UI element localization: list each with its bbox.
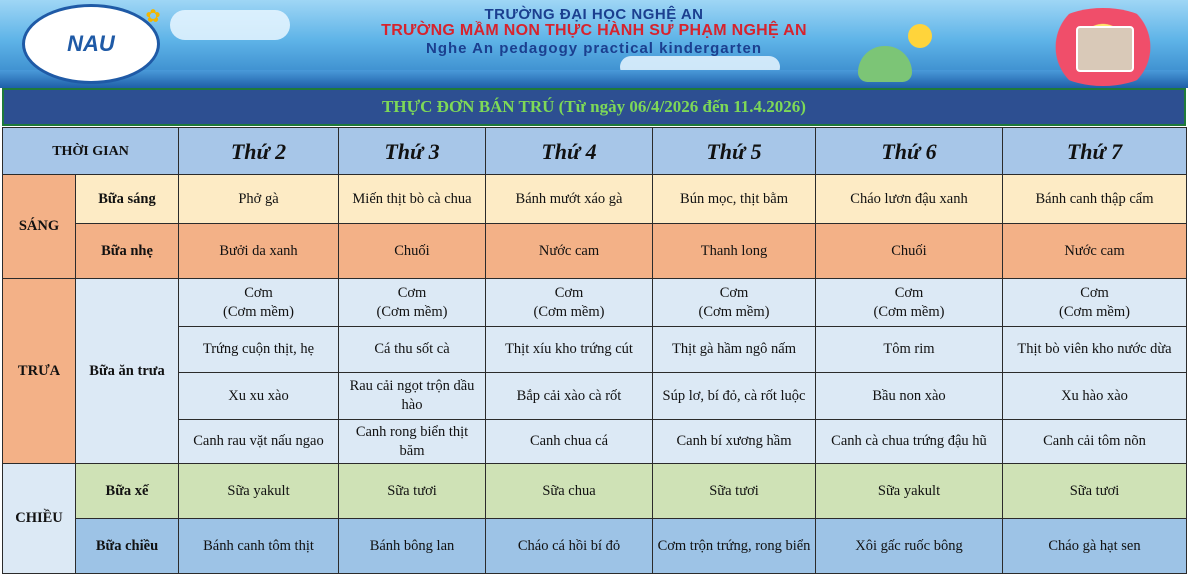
lunch-vegetable-cell: Bầu non xào bbox=[816, 373, 1003, 420]
breakfast-cell: Cháo lươn đậu xanh bbox=[816, 175, 1003, 224]
lunch-soup-row bbox=[3, 420, 1187, 464]
lunch-main-cell: Thịt bò viên kho nước dừa bbox=[1003, 327, 1187, 373]
lunch-soup-cell: Canh cà chua trứng đậu hũ bbox=[816, 420, 1003, 464]
afternoon-meal-cell: Cháo gà hạt sen bbox=[1003, 519, 1187, 574]
morning-snack-row bbox=[3, 224, 1187, 279]
rice-text: Cơm bbox=[244, 284, 273, 301]
lunch-rice-cell bbox=[1003, 279, 1187, 327]
meal-label-afternoon-meal: Bữa chiều bbox=[76, 519, 179, 574]
flower-photo-frame bbox=[1038, 8, 1168, 86]
lunch-rice-cell bbox=[653, 279, 816, 327]
section-noon: TRƯA bbox=[3, 279, 76, 464]
rice-text: Cơm bbox=[1080, 284, 1109, 301]
section-afternoon: CHIỀU bbox=[3, 464, 76, 574]
breakfast-cell: Miến thịt bò cà chua bbox=[339, 175, 486, 224]
afternoon-meal-cell: Bánh bông lan bbox=[339, 519, 486, 574]
children-photo bbox=[1076, 26, 1134, 72]
rice-text: Cơm bbox=[397, 284, 427, 301]
afternoon-snack-cell: Sữa tươi bbox=[653, 464, 816, 519]
lunch-soup-cell: Canh rau vặt nấu ngao bbox=[179, 420, 339, 464]
lunch-rice-cell bbox=[179, 279, 339, 327]
banner-english-name: Nghe An pedagogy practical kindergarten bbox=[425, 40, 762, 57]
meal-label-morning-snack: Bữa nhẹ bbox=[76, 224, 179, 279]
meal-label-breakfast: Bữa sáng bbox=[76, 175, 179, 224]
soft-rice-text: (Cơm mềm) bbox=[698, 303, 770, 320]
afternoon-snack-row bbox=[3, 464, 1187, 519]
menu-title: THỰC ĐƠN BÁN TRÚ (Từ ngày 06/4/2026 đến 11.4.2026) bbox=[382, 97, 806, 116]
afternoon-snack-cell: Sữa tươi bbox=[1003, 464, 1187, 519]
soft-rice-text: (Cơm mềm) bbox=[223, 303, 294, 320]
meal-label-afternoon-snack: Bữa xế bbox=[76, 464, 179, 519]
lunch-main-cell: Thịt xíu kho trứng cút bbox=[486, 327, 653, 373]
rice-text: Cơm bbox=[894, 284, 924, 301]
menu-title-bar bbox=[2, 88, 1186, 126]
day-header-fri: Thứ 6 bbox=[816, 128, 1003, 175]
soft-rice-text: (Cơm mềm) bbox=[873, 303, 945, 320]
morning-snack-cell: Nước cam bbox=[486, 224, 653, 279]
day-header-wed: Thứ 4 bbox=[486, 128, 653, 175]
lunch-soup-cell: Canh cải tôm nõn bbox=[1003, 420, 1187, 464]
morning-snack-cell: Bưởi da xanh bbox=[179, 224, 339, 279]
time-header: THỜI GIAN bbox=[3, 128, 179, 175]
bee-icon: ✿ bbox=[145, 5, 161, 27]
lunch-vegetable-cell: Xu xu xào bbox=[179, 373, 339, 420]
afternoon-meal-cell: Xôi gấc ruốc bông bbox=[816, 519, 1003, 574]
lunch-main-cell: Cá thu sốt cà bbox=[339, 327, 486, 373]
breakfast-cell: Bún mọc, thịt bằm bbox=[653, 175, 816, 224]
lunch-main-cell: Trứng cuộn thịt, hẹ bbox=[179, 327, 339, 373]
grass-decoration bbox=[0, 70, 1188, 88]
lunch-vegetable-cell: Xu hào xào bbox=[1003, 373, 1187, 420]
day-header-sat: Thứ 7 bbox=[1003, 128, 1187, 175]
lunch-soup-cell: Canh chua cá bbox=[486, 420, 653, 464]
morning-snack-cell: Chuối bbox=[339, 224, 486, 279]
afternoon-snack-cell: Sữa yakult bbox=[816, 464, 1003, 519]
lunch-vegetable-row bbox=[3, 373, 1187, 420]
weekly-menu-table bbox=[2, 127, 1187, 574]
breakfast-row bbox=[3, 175, 1187, 224]
rice-text: Cơm bbox=[554, 284, 584, 301]
lunch-main-cell: Thịt gà hầm ngô nấm bbox=[653, 327, 816, 373]
banner-school-name: TRƯỜNG MẦM NON THỰC HÀNH SƯ PHẠM NGHỆ AN bbox=[381, 22, 807, 39]
logo-text: NAU bbox=[67, 31, 115, 56]
afternoon-meal-row bbox=[3, 519, 1187, 574]
afternoon-meal-cell: Cháo cá hồi bí đỏ bbox=[486, 519, 653, 574]
lunch-vegetable-cell: Súp lơ, bí đỏ, cà rốt luộc bbox=[653, 373, 816, 420]
day-header-tue: Thứ 3 bbox=[339, 128, 486, 175]
school-banner bbox=[0, 0, 1188, 88]
breakfast-cell: Phở gà bbox=[179, 175, 339, 224]
lunch-rice-cell bbox=[339, 279, 486, 327]
afternoon-snack-cell: Sữa tươi bbox=[339, 464, 486, 519]
morning-snack-cell: Nước cam bbox=[1003, 224, 1187, 279]
header-row bbox=[3, 128, 1187, 175]
day-header-thu: Thứ 5 bbox=[653, 128, 816, 175]
soft-rice-text: (Cơm mềm) bbox=[533, 303, 605, 320]
morning-snack-cell: Thanh long bbox=[653, 224, 816, 279]
lunch-main-row bbox=[3, 327, 1187, 373]
afternoon-meal-cell: Bánh canh tôm thịt bbox=[179, 519, 339, 574]
breakfast-cell: Bánh mướt xáo gà bbox=[486, 175, 653, 224]
meal-label-lunch: Bữa ăn trưa bbox=[76, 279, 179, 464]
lunch-main-cell: Tôm rim bbox=[816, 327, 1003, 373]
banner-university-name: TRƯỜNG ĐẠI HỌC NGHỆ AN bbox=[484, 6, 704, 23]
lunch-soup-cell: Canh bí xương hầm bbox=[653, 420, 816, 464]
afternoon-meal-cell: Cơm trộn trứng, rong biển bbox=[653, 519, 816, 574]
day-header-mon: Thứ 2 bbox=[179, 128, 339, 175]
morning-snack-cell: Chuối bbox=[816, 224, 1003, 279]
soft-rice-text: (Cơm mềm) bbox=[376, 303, 448, 320]
lunch-rice-row bbox=[3, 279, 1187, 327]
rice-text: Cơm bbox=[719, 284, 749, 301]
lunch-soup-cell: Canh rong biển thịt băm bbox=[339, 420, 486, 464]
breakfast-cell: Bánh canh thập cẩm bbox=[1003, 175, 1187, 224]
lunch-vegetable-cell: Rau cải ngọt trộn dầu hào bbox=[339, 373, 486, 420]
lunch-vegetable-cell: Bắp cải xào cà rốt bbox=[486, 373, 653, 420]
lunch-rice-cell bbox=[486, 279, 653, 327]
sun-icon bbox=[908, 24, 932, 48]
afternoon-snack-cell: Sữa yakult bbox=[179, 464, 339, 519]
afternoon-snack-cell: Sữa chua bbox=[486, 464, 653, 519]
lunch-rice-cell bbox=[816, 279, 1003, 327]
section-morning: SÁNG bbox=[3, 175, 76, 279]
soft-rice-text: (Cơm mềm) bbox=[1059, 303, 1130, 320]
